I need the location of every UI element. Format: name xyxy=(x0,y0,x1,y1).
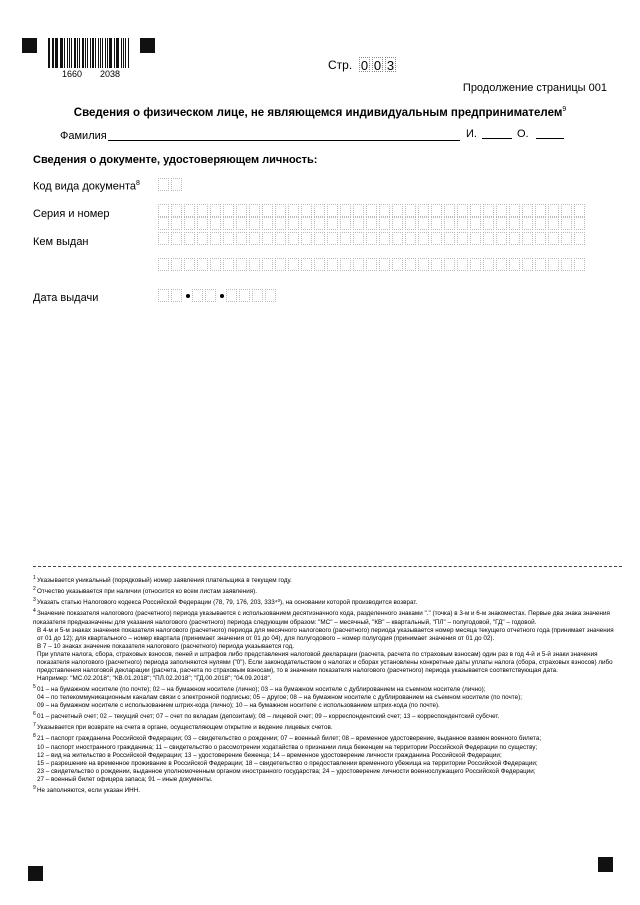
registration-marker-bottom-right xyxy=(598,857,613,872)
input-cell[interactable] xyxy=(197,258,208,271)
input-cell[interactable] xyxy=(561,217,572,230)
input-cell[interactable] xyxy=(574,217,585,230)
input-cell[interactable] xyxy=(275,258,286,271)
footnotes-block xyxy=(33,574,620,795)
barcode-bar xyxy=(109,38,111,68)
input-cell[interactable] xyxy=(171,232,182,245)
input-cell[interactable] xyxy=(249,232,260,245)
input-cell[interactable] xyxy=(314,232,325,245)
barcode-bar xyxy=(85,38,87,68)
footnote xyxy=(33,784,620,795)
input-cell[interactable] xyxy=(418,204,429,217)
barcode-bar xyxy=(61,38,63,68)
input-cell[interactable] xyxy=(353,258,364,271)
input-cell[interactable] xyxy=(392,217,403,230)
issue-date-label: Дата выдачи xyxy=(33,292,99,304)
input-cell[interactable] xyxy=(210,217,221,230)
input-cell[interactable] xyxy=(301,217,312,230)
input-cell[interactable] xyxy=(184,258,195,271)
input-cell[interactable] xyxy=(223,232,234,245)
series-number-label: Серия и номер xyxy=(33,208,110,220)
footnote xyxy=(33,643,620,651)
barcode-bar xyxy=(98,38,99,68)
input-cell[interactable] xyxy=(236,204,247,217)
date-cell[interactable] xyxy=(205,289,216,302)
date-cell[interactable] xyxy=(171,289,182,302)
footnote-text: 23 – свидетельство о рождении, выданное уполномоченным органом иностранного государства; 24 – удостоверение личности военнослужащего Российской Федерации; xyxy=(37,767,536,775)
date-cell[interactable] xyxy=(192,289,203,302)
barcode xyxy=(48,38,130,68)
issued-by-cells-row2[interactable] xyxy=(158,258,587,271)
input-cell[interactable] xyxy=(418,217,429,230)
input-cell[interactable] xyxy=(223,217,234,230)
input-cell[interactable] xyxy=(535,204,546,217)
barcode-bar xyxy=(123,38,124,68)
input-cell[interactable] xyxy=(171,204,182,217)
footnote-text: Указать статью Налогового кодекса Российской Федерации (78, 79, 176, 203, 333⁴⁰), на основании которой производится возврат. xyxy=(37,599,418,607)
first-name-initial-field[interactable] xyxy=(482,138,512,139)
input-cell[interactable] xyxy=(158,232,169,245)
input-cell[interactable] xyxy=(158,258,169,271)
input-cell[interactable] xyxy=(366,258,377,271)
footnote-text: 27 – военный билет офицера запаса; 91 – иные документы. xyxy=(37,775,213,783)
input-cell[interactable] xyxy=(210,232,221,245)
surname-label: Фамилия xyxy=(60,130,107,142)
input-cell[interactable] xyxy=(171,217,182,230)
footnote-number: 4 xyxy=(33,608,36,615)
input-cell[interactable] xyxy=(288,258,299,271)
input-cell[interactable] xyxy=(236,232,247,245)
input-cell[interactable] xyxy=(522,204,533,217)
input-cell[interactable] xyxy=(470,217,481,230)
footnote-text: 04 – по телекоммуникационным каналам связи с электронной подписью; 05 – другое; 08 – на бумажном носителе с дублированием на съемном носителе (по почте); xyxy=(37,694,522,702)
footnote-number: 1 xyxy=(33,575,36,581)
footnote xyxy=(33,710,620,721)
registration-marker-top-right xyxy=(140,38,155,53)
date-separator xyxy=(186,294,190,298)
input-cell[interactable] xyxy=(197,232,208,245)
barcode-bar xyxy=(53,38,54,68)
input-cell[interactable] xyxy=(236,217,247,230)
barcode-bar xyxy=(100,38,102,68)
input-cell[interactable] xyxy=(470,258,481,271)
input-cell[interactable] xyxy=(340,258,351,271)
footnote xyxy=(33,607,620,626)
barcode-bar xyxy=(79,38,80,68)
input-cell[interactable] xyxy=(314,258,325,271)
input-cell[interactable] xyxy=(470,204,481,217)
input-cell[interactable] xyxy=(327,217,338,230)
input-cell[interactable] xyxy=(574,258,585,271)
footnote-text: 01 – расчетный счет; 02 – текущий счет; 07 – счет по вкладам (депозитам); 08 – лицевой счет; 09 – корреспондентский счет; 13 – корреспондентский субсчет. xyxy=(37,713,500,721)
input-cell[interactable] xyxy=(405,258,416,271)
input-cell[interactable] xyxy=(275,232,286,245)
footnote xyxy=(33,768,620,776)
barcode-number-right: 2038 xyxy=(100,69,121,79)
doc-code-footnote-ref: 8 xyxy=(135,180,140,187)
input-cell[interactable] xyxy=(275,204,286,217)
input-cell[interactable] xyxy=(249,204,260,217)
input-cell[interactable] xyxy=(548,258,559,271)
footnote-text: При уплате налога, сбора, страховых взносов, пеней и штрафов либо представления налоговой декларации (расчета, расчета по страховым взносам) один раз в год 4-й и 5-й знаки значения показателя налогового (расчетного) периода заполняются нулями ("0"). Если законодательством о налогах и сборах установлены конкретные даты уплаты налога (сбора, страховых взносов) либо представления налоговой декларации (расчета, расчета по страховым взносам), то в значении показателя налогового (расчетного) периода указывается соответствующая дата. xyxy=(37,650,613,674)
input-cell[interactable] xyxy=(392,232,403,245)
footnote xyxy=(33,683,620,694)
input-cell[interactable] xyxy=(418,258,429,271)
footnote-text: В 7 – 10 знаках значение показателя налогового (расчетного) периода указывается год. xyxy=(37,642,294,650)
input-cell[interactable] xyxy=(535,258,546,271)
barcode-bar xyxy=(64,38,65,68)
input-cell[interactable] xyxy=(353,204,364,217)
input-cell[interactable] xyxy=(327,204,338,217)
footnote xyxy=(33,732,620,743)
input-cell[interactable] xyxy=(275,217,286,230)
barcode-bar xyxy=(82,38,84,68)
input-cell[interactable] xyxy=(522,217,533,230)
input-cell[interactable] xyxy=(223,204,234,217)
footnote-text: Значение показателя налогового (расчетного) периода указывается с использованием десятизначного кода, разделенного знаками "." (точка) в 3-м и 6-м знакоместах. Первые два знака значения показателя предназначены для указания налогового (расчетного) периода следующим образом: "МС" – месячный, "КВ" – квартальный, "ПЛ" – полугодовой, "ГД" – годовой. xyxy=(33,610,610,626)
barcode-bar xyxy=(67,38,68,68)
footnote-text: Указывается при возврате на счета в органе, осуществляющем открытие и ведение лицевых счетов. xyxy=(37,724,333,732)
input-cell[interactable] xyxy=(522,258,533,271)
issued-by-cells-row1[interactable] xyxy=(158,232,587,245)
barcode-bar xyxy=(95,38,96,68)
doc-code-label xyxy=(33,180,140,193)
input-cell[interactable] xyxy=(327,258,338,271)
series-number-cells[interactable] xyxy=(158,204,587,217)
input-cell[interactable] xyxy=(353,232,364,245)
date-cell[interactable] xyxy=(265,289,276,302)
footnote xyxy=(33,744,620,752)
barcode-bar xyxy=(71,38,72,68)
footnote-number: 8 xyxy=(33,733,36,740)
input-cell[interactable] xyxy=(548,217,559,230)
barcode-bar xyxy=(55,38,57,68)
registration-marker-top-left xyxy=(22,38,37,53)
input-cell[interactable] xyxy=(496,258,507,271)
barcode-bar xyxy=(74,38,76,68)
input-cell[interactable] xyxy=(444,204,455,217)
input-cell[interactable] xyxy=(431,232,442,245)
section-title xyxy=(0,106,640,119)
input-cell[interactable] xyxy=(483,217,494,230)
input-cell[interactable] xyxy=(262,204,273,217)
input-cell[interactable] xyxy=(457,217,468,230)
footnote xyxy=(33,752,620,760)
input-cell[interactable] xyxy=(366,204,377,217)
input-cell[interactable] xyxy=(366,232,377,245)
doc-code-label-text: Код вида документа xyxy=(33,180,136,193)
input-cell[interactable] xyxy=(522,232,533,245)
page-number-cells xyxy=(359,57,398,72)
input-cell[interactable] xyxy=(340,232,351,245)
series-number-cells-row2[interactable] xyxy=(158,217,587,230)
footnote xyxy=(33,694,620,702)
input-cell[interactable] xyxy=(314,217,325,230)
surname-field[interactable] xyxy=(108,140,460,141)
footnote xyxy=(33,651,620,675)
input-cell[interactable] xyxy=(483,204,494,217)
input-cell[interactable] xyxy=(418,232,429,245)
input-cell[interactable] xyxy=(457,258,468,271)
issued-by-label: Кем выдан xyxy=(33,236,89,248)
input-cell[interactable] xyxy=(431,204,442,217)
input-cell[interactable] xyxy=(210,204,221,217)
input-cell[interactable] xyxy=(184,232,195,245)
footnote-text: Например: "МС.02.2018"; "КВ.01.2018"; "ПЛ.02.2018"; "ГД.00.2018"; "04.09.2018". xyxy=(37,674,272,682)
input-cell[interactable] xyxy=(379,258,390,271)
barcode-bar xyxy=(90,38,91,68)
input-cell[interactable] xyxy=(574,232,585,245)
footnote-text: 12 – вид на жительство в Российской Федерации; 13 – удостоверение беженца; 14 – временное удостоверение личности гражданина Российской Федерации; xyxy=(37,751,502,759)
barcode-number-left: 1660 xyxy=(62,69,83,79)
input-cell[interactable] xyxy=(392,204,403,217)
input-cell[interactable] xyxy=(340,204,351,217)
barcode-bar xyxy=(77,38,78,68)
footnote-text: 10 – паспорт иностранного гражданина; 11 – свидетельство о рассмотрении ходатайства о признании лица беженцем на территории Российской Федерации по существу; xyxy=(37,743,538,751)
input-cell[interactable] xyxy=(444,232,455,245)
barcode-bar xyxy=(87,38,88,68)
input-cell[interactable] xyxy=(457,232,468,245)
date-cell[interactable] xyxy=(239,289,250,302)
input-cell[interactable] xyxy=(509,204,520,217)
barcode-bar xyxy=(69,38,71,68)
barcode-bar xyxy=(107,38,109,68)
input-cell[interactable] xyxy=(301,258,312,271)
input-cell[interactable] xyxy=(548,204,559,217)
input-cell[interactable] xyxy=(340,217,351,230)
barcode-bar xyxy=(102,38,103,68)
input-cell[interactable] xyxy=(262,217,273,230)
input-cell[interactable] xyxy=(509,258,520,271)
doc-code-cells[interactable] xyxy=(158,178,184,191)
input-cell[interactable] xyxy=(288,204,299,217)
issue-date-cells[interactable] xyxy=(158,289,278,302)
input-cell[interactable] xyxy=(327,232,338,245)
input-cell[interactable] xyxy=(314,204,325,217)
footnote xyxy=(33,596,620,607)
input-cell[interactable] xyxy=(561,258,572,271)
input-cell[interactable] xyxy=(405,217,416,230)
input-cell[interactable] xyxy=(483,258,494,271)
input-cell[interactable] xyxy=(158,178,169,191)
input-cell[interactable] xyxy=(379,204,390,217)
input-cell[interactable] xyxy=(236,258,247,271)
barcode-bar xyxy=(60,38,61,68)
input-cell[interactable] xyxy=(444,217,455,230)
input-cell[interactable] xyxy=(288,217,299,230)
input-cell[interactable] xyxy=(249,217,260,230)
input-cell[interactable] xyxy=(379,217,390,230)
footnote-text: 01 – на бумажном носителе (по почте); 02 – на бумажном носителе (лично); 03 – на бумажном носителе с дублированием на съемном носителе (лично); xyxy=(37,686,486,694)
input-cell[interactable] xyxy=(444,258,455,271)
input-cell[interactable] xyxy=(249,258,260,271)
input-cell[interactable] xyxy=(158,204,169,217)
barcode-bar xyxy=(117,38,119,68)
input-cell[interactable] xyxy=(366,217,377,230)
input-cell[interactable] xyxy=(210,258,221,271)
footnote-text: 15 – разрешение на временное проживание в Российской Федерации; 18 – свидетельство о предоставлении временного убежища на территории Российской Федерации; xyxy=(37,759,538,767)
barcode-bar xyxy=(105,38,106,68)
initial-i-label: И. xyxy=(466,128,477,140)
date-cell[interactable] xyxy=(252,289,263,302)
title-footnote-ref: 9 xyxy=(562,106,567,113)
document-section-heading: Сведения о документе, удостоверяющем личность: xyxy=(33,154,318,166)
footnote xyxy=(33,721,620,732)
barcode-bar xyxy=(116,38,117,68)
barcode-bar xyxy=(121,38,122,68)
footnote xyxy=(33,702,620,710)
input-cell[interactable] xyxy=(431,217,442,230)
input-cell[interactable] xyxy=(496,232,507,245)
input-cell[interactable] xyxy=(197,204,208,217)
input-cell[interactable] xyxy=(301,232,312,245)
footnote-number: 3 xyxy=(33,597,36,604)
input-cell[interactable] xyxy=(184,217,195,230)
page-label: Стр. xyxy=(328,58,353,72)
section-title-text: Сведения о физическом лице, не являющемся индивидуальным предпринимателем xyxy=(73,106,563,119)
input-cell[interactable] xyxy=(288,232,299,245)
input-cell[interactable] xyxy=(431,258,442,271)
barcode-bar xyxy=(114,38,115,68)
input-cell[interactable] xyxy=(561,232,572,245)
footnote-text: 21 – паспорт гражданина Российской Федерации; 03 – свидетельство о рождении; 07 – военный билет; 08 – временное удостоверение, выданное взамен военного билета; xyxy=(37,735,542,743)
input-cell[interactable] xyxy=(197,217,208,230)
initial-o-label: О. xyxy=(517,128,529,140)
input-cell[interactable] xyxy=(379,232,390,245)
date-separator xyxy=(220,294,224,298)
footnote-number: 9 xyxy=(33,784,36,791)
input-cell[interactable] xyxy=(496,217,507,230)
input-cell[interactable] xyxy=(392,258,403,271)
input-cell[interactable] xyxy=(301,204,312,217)
barcode-bar xyxy=(125,38,127,68)
footnote-text: 09 – на бумажном носителе с использованием штрих-кода (лично); 10 – на бумажном носителе с использованием штрих-кода (по почте). xyxy=(37,702,440,710)
input-cell[interactable] xyxy=(483,232,494,245)
input-cell[interactable] xyxy=(548,232,559,245)
registration-marker-bottom-left xyxy=(28,866,43,881)
footnote xyxy=(33,627,620,643)
footnotes-separator xyxy=(33,566,622,567)
footnote xyxy=(33,760,620,768)
barcode-bar xyxy=(52,38,53,68)
input-cell[interactable] xyxy=(535,217,546,230)
input-cell[interactable] xyxy=(470,232,481,245)
input-cell[interactable] xyxy=(184,204,195,217)
input-cell[interactable] xyxy=(457,204,468,217)
footnote xyxy=(33,675,620,683)
footnote xyxy=(33,776,620,784)
input-cell[interactable] xyxy=(158,217,169,230)
footnote-text: Отчество указывается при наличии (относится ко всем листам заявления). xyxy=(37,588,257,596)
footnote-text: Не заполняются, если указан ИНН. xyxy=(37,786,141,794)
page-digit: 3 xyxy=(386,58,395,73)
barcode-bar xyxy=(92,38,94,68)
footnote-number: 2 xyxy=(33,586,36,593)
footnote-number: 5 xyxy=(33,683,36,690)
footnote xyxy=(33,585,620,596)
date-cell[interactable] xyxy=(158,289,169,302)
barcode-bar xyxy=(128,38,129,68)
footnote-number: 7 xyxy=(33,722,36,729)
patronymic-initial-field[interactable] xyxy=(536,138,564,139)
input-cell[interactable] xyxy=(262,258,273,271)
input-cell[interactable] xyxy=(223,258,234,271)
footnote xyxy=(33,574,620,585)
input-cell[interactable] xyxy=(574,204,585,217)
input-cell[interactable] xyxy=(509,217,520,230)
input-cell[interactable] xyxy=(561,204,572,217)
input-cell[interactable] xyxy=(535,232,546,245)
input-cell[interactable] xyxy=(496,204,507,217)
page-digit: 0 xyxy=(373,58,382,73)
input-cell[interactable] xyxy=(509,232,520,245)
footnote-number: 6 xyxy=(33,711,36,718)
input-cell[interactable] xyxy=(405,232,416,245)
input-cell[interactable] xyxy=(405,204,416,217)
footnote-text: В 4-м и 5-м знаках значения показателя налогового (расчетного) периода для месячного налогового (расчетного) периода указывается номер месяца текущего отчетного года (принимает значения от 01 до 12); для квартального – номер квартала (принимает значения от 01 до 04), для полугодового – номер полугодия (принимает значения от 01 до 02). xyxy=(37,626,614,642)
input-cell[interactable] xyxy=(171,258,182,271)
date-cell[interactable] xyxy=(226,289,237,302)
continuation-note: Продолжение страницы 001 xyxy=(462,82,607,94)
input-cell[interactable] xyxy=(171,178,182,191)
page-digit: 0 xyxy=(360,58,369,73)
footnote-text: Указывается уникальный (порядковый) номер заявления плательщика в текущем году. xyxy=(37,577,292,585)
input-cell[interactable] xyxy=(353,217,364,230)
barcode-bar xyxy=(48,38,50,68)
input-cell[interactable] xyxy=(262,232,273,245)
